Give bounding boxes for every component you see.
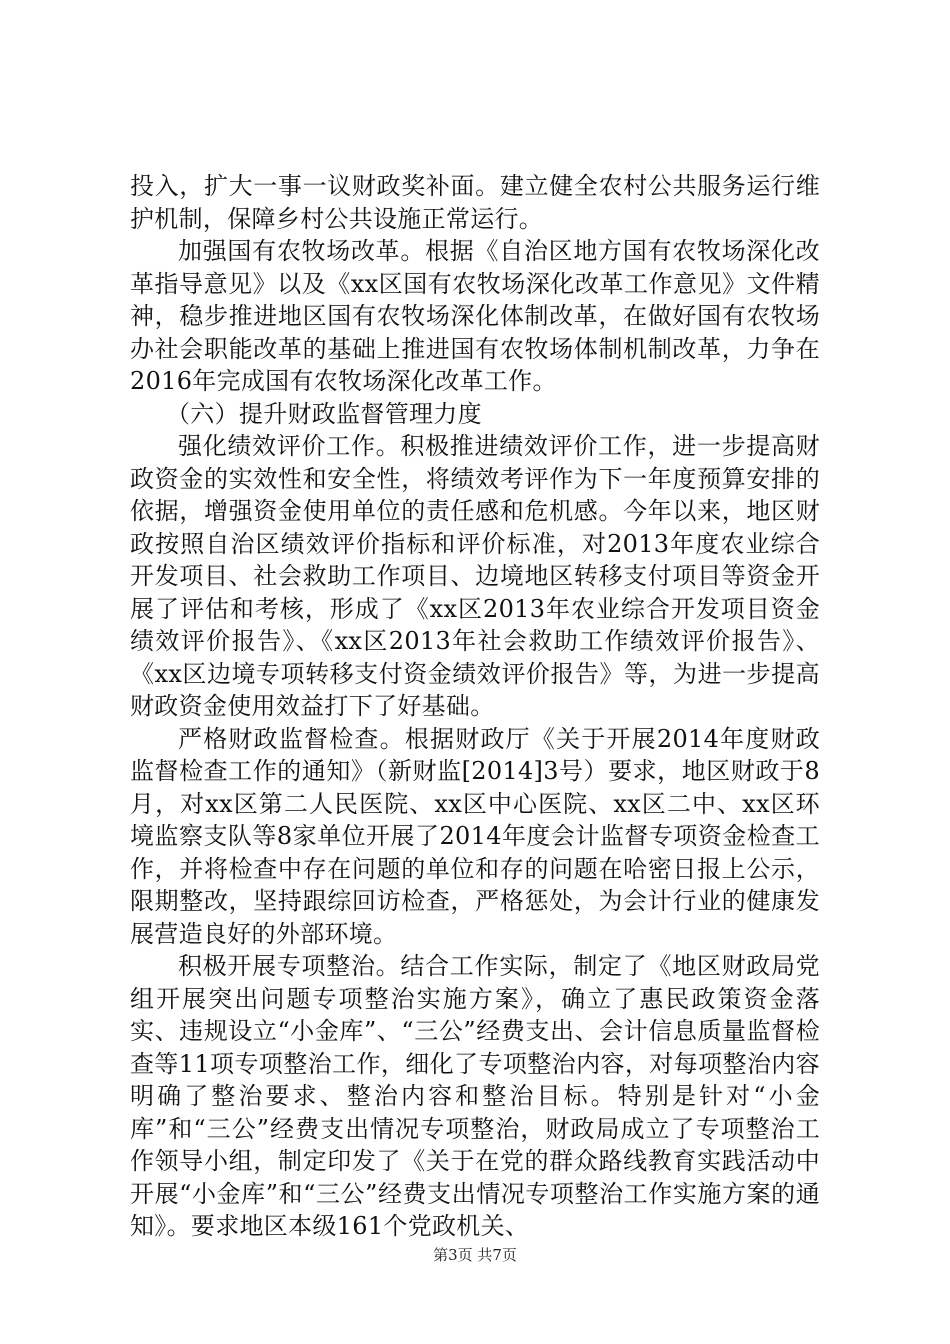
document-body bbox=[130, 170, 820, 1243]
section-heading-supervision: （六）提升财政监督管理力度 bbox=[166, 399, 482, 428]
paragraph-rural-services: 投入，扩大一事一议财政奖补面。建立健全农村公共服务运行维护机制，保障乡村公共设施正常运行。 bbox=[130, 172, 820, 233]
page-number-footer: 第3页 共7页 bbox=[433, 1246, 517, 1264]
paragraph-performance-evaluation: 强化绩效评价工作。积极推进绩效评价工作，进一步提高财政资金的实效性和安全性，将绩效考评作为下一年度预算安排的依据，增强资金使用单位的责任感和危机感。今年以来，地区财政按照自治区绩效评价指标和评价标准，对2013年度农业综合开发项目、社会救助工作项目、边境地区转移支付项目等资金开展了评估和考核，形成了《xx区2013年农业综合开发项目资金绩效评价报告》、《xx区2013年社会救助工作绩效评价报告》、《xx区边境专项转移支付资金绩效评价报告》等，为进一步提高财政资金使用效益打下了好基础。 bbox=[130, 432, 820, 720]
paragraph-special-rectification: 积极开展专项整治。结合工作实际，制定了《地区财政局党组开展突出问题专项整治实施方案》，确立了惠民政策资金落实、违规设立“小金库”、“三公”经费支出、会计信息质量监督检查等11项专项整治工作，细化了专项整治内容，对每项整治内容明确了整治要求、整治内容和整治目标。特别是针对“小金库”和“三公”经费支出情况专项整治，财政局成立了专项整治工作领导小组，制定印发了《关于在党的群众路线教育实践活动中开展“小金库”和“三公”经费支出情况专项整治工作实施方案的通知》。要求地区本级161个党政机关、 bbox=[130, 952, 820, 1240]
paragraph-farm-reform: 加强国有农牧场改革。根据《自治区地方国有农牧场深化改革指导意见》以及《xx区国有农牧场深化改革工作意见》文件精神，稳步推进地区国有农牧场深化体制改革，在做好国有农牧场办社会职能改革的基础上推进国有农牧场体制机制改革，力争在2016年完成国有农牧场深化改革工作。 bbox=[130, 237, 820, 395]
paragraph-supervision-inspection: 严格财政监督检查。根据财政厅《关于开展2014年度财政监督检查工作的通知》（新财监[2014]3号）要求，地区财政于8月，对xx区第二人民医院、xx区中心医院、xx区二中、xx区环境监察支队等8家单位开展了2014年度会计监督专项资金检查工作，并将检查中存在问题的单位和存的问题在哈密日报上公示，限期整改，坚持跟综回访检查，严格惩处，为会计行业的健康发展营造良好的外部环境。 bbox=[130, 724, 820, 948]
